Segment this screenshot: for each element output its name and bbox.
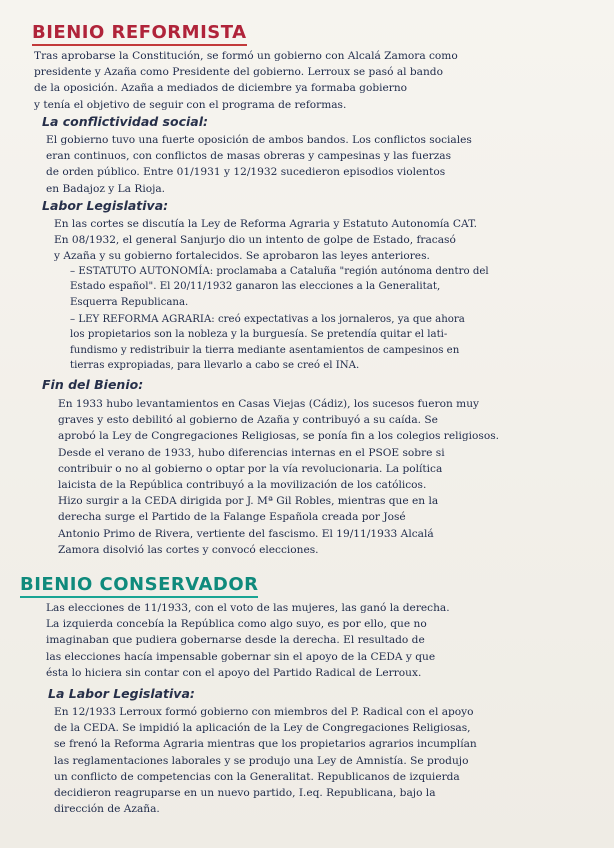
text-line: las reglamentaciones laborales y se produjo una Ley de Amnistía. Se produjo <box>54 754 469 767</box>
paragraph-fin-del-bienio <box>58 396 598 558</box>
text-line: un conflicto de competencias con la Generalitat. Republicanos de izquierda <box>54 770 460 783</box>
text-line: dirección de Azaña. <box>54 803 160 816</box>
text-line: se frenó la Reforma Agraria mientras que los propietarios agrarios incumplían <box>54 738 477 751</box>
subheading-labor-legislativa: Labor Legislativa: <box>42 198 169 213</box>
text-line: las elecciones hacía impensable gobernar sin el apoyo de la CEDA y que <box>46 650 436 663</box>
text-line: fundismo y redistribuir la tierra mediante asentamientos de campesinos en <box>70 344 460 356</box>
text-line: contribuir o no al gobierno o optar por la vía revolucionaria. La política <box>58 462 443 475</box>
paragraph-labor-legislativa-conservador <box>54 704 610 817</box>
text-line: de la CEDA. Se impidió la aplicación de la Ley de Congregaciones Religiosas, <box>54 722 471 735</box>
text-line: tierras expropiadas, para llevarlo a cabo se creó el INA. <box>70 360 360 372</box>
text-line: aprobó la Ley de Congregaciones Religiosas, se ponía fin a los colegios religiosos. <box>58 430 500 443</box>
text-line: y Azaña y su gobierno fortalecidos. Se aprobaron las leyes anteriores. <box>54 250 430 263</box>
text-line: y tenía el objetivo de seguir con el programa de reformas. <box>34 98 347 111</box>
text-line: Las elecciones de 11/1933, con el voto de las mujeres, las ganó la derecha. <box>46 602 450 614</box>
text-line: presidente y Azaña como Presidente del gobierno. Lerroux se pasó al bando <box>34 66 443 79</box>
text-line: Estado español". El 20/11/1932 ganaron las elecciones a la Generalitat, <box>70 281 441 293</box>
text-line: laicista de la República contribuyó a la movilización de los católicos. <box>58 479 427 492</box>
text-line: En 08/1932, el general Sanjurjo dio un intento de golpe de Estado, fracasó <box>54 234 456 247</box>
bullet-ley-reforma-agraria <box>70 312 594 374</box>
paragraph-conflictividad <box>46 132 594 197</box>
text-line: Zamora disolvió las cortes y convocó elecciones. <box>58 543 319 556</box>
text-line: derecha surge el Partido de la Falange Española creada por José <box>58 511 406 524</box>
paragraph-labor-legislativa <box>54 216 594 265</box>
text-line: los propietarios son la nobleza y la burguesía. Se pretendía quitar el lati- <box>70 329 448 341</box>
text-line: – ESTATUTO AUTONOMÍA: proclamaba a Cataluña "región autónoma dentro del <box>70 266 489 277</box>
text-line: El gobierno tuvo una fuerte oposición de ambos bandos. Los conflictos sociales <box>46 134 472 146</box>
subheading-fin-del-bienio: Fin del Bienio: <box>42 377 144 392</box>
text-line: eran continuos, con conflictos de masas obreras y campesinas y las fuerzas <box>46 150 452 163</box>
paragraph-intro-reformista <box>34 48 594 113</box>
subheading-conflictividad: La conflictividad social: <box>42 114 208 129</box>
text-line: Esquerra Republicana. <box>70 296 189 308</box>
text-line: graves y esto debilitó al gobierno de Azaña y contribuyó a su caída. Se <box>58 414 438 427</box>
text-line: Tras aprobarse la Constitución, se formó un gobierno con Alcalá Zamora como <box>34 50 458 62</box>
text-line: ésta lo hiciera sin contar con el apoyo del Partido Radical de Lerroux. <box>46 666 422 679</box>
text-line: Desde el verano de 1933, hubo diferencias internas en el PSOE sobre si <box>58 446 445 459</box>
bullet-estatuto-autonomia <box>70 264 594 310</box>
text-line: de la oposición. Azaña a mediados de diciembre ya formaba gobierno <box>34 82 408 95</box>
subheading-labor-legislativa-conservador: La Labor Legislativa: <box>48 686 195 701</box>
text-line: La izquierda concebía la República como algo suyo, es por ello, que no <box>46 618 427 631</box>
text-line: decidieron reagruparse en un nuevo partido, I.eq. Republicana, bajo la <box>54 787 436 800</box>
text-line: en Badajoz y La Rioja. <box>46 182 166 195</box>
text-line: En 12/1933 Lerroux formó gobierno con miembros del P. Radical con el apoyo <box>54 706 474 718</box>
text-line: En 1933 hubo levantamientos en Casas Viejas (Cádiz), los sucesos fueron muy <box>58 398 480 410</box>
paragraph-intro-conservador <box>46 600 598 681</box>
text-line: Hizo surgir a la CEDA dirigida por J. Mª Gil Robles, mientras que en la <box>58 495 439 508</box>
text-line: imaginaban que pudiera gobernarse desde la derecha. El resultado de <box>46 634 425 647</box>
text-line: En las cortes se discutía la Ley de Reforma Agraria y Estatuto Autonomía CAT. <box>54 218 477 230</box>
heading-bienio-reformista: BIENIO REFORMISTA <box>32 22 247 46</box>
text-line: Antonio Primo de Rivera, vertiente del fascismo. El 19/11/1933 Alcalá <box>58 527 434 540</box>
text-line: de orden público. Entre 01/1931 y 12/1932 sucedieron episodios violentos <box>46 166 446 179</box>
text-line: – LEY REFORMA AGRARIA: creó expectativas a los jornaleros, ya que ahora <box>70 314 465 325</box>
heading-bienio-conservador: BIENIO CONSERVADOR <box>20 574 258 598</box>
